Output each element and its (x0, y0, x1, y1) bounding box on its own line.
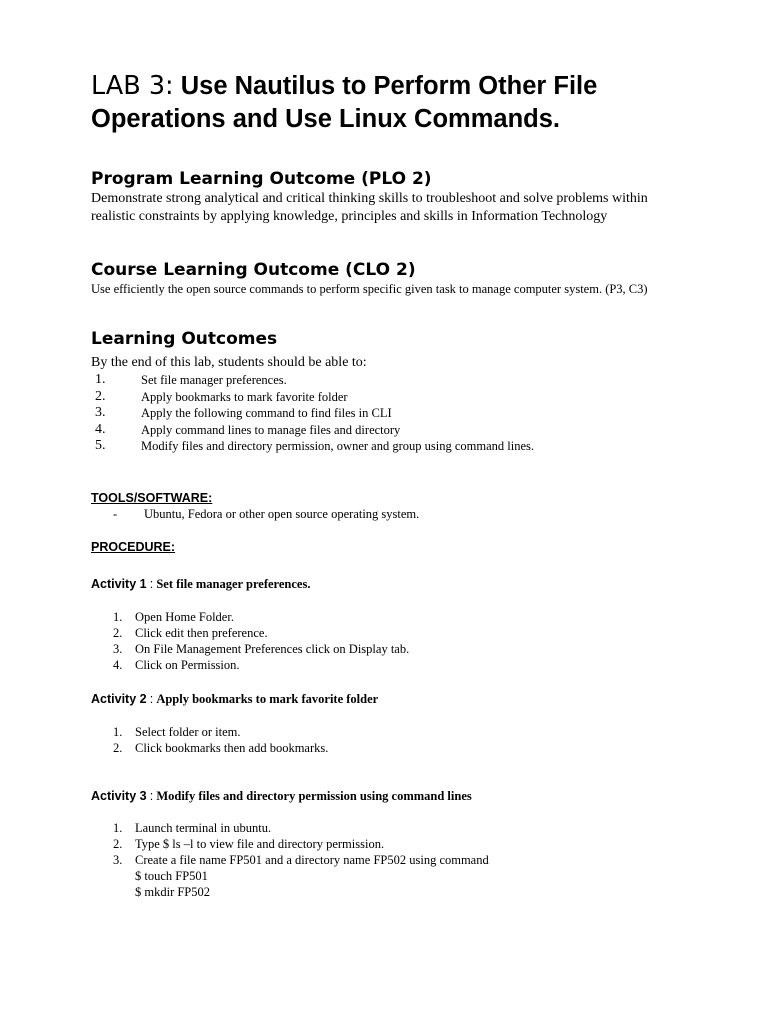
tools-item-text: Ubuntu, Fedora or other open source operating system. (144, 507, 420, 521)
list-item: 3. Apply the following command to find files in CLI (95, 405, 392, 420)
dash-bullet: - (113, 507, 118, 521)
procedure-label: PROCEDURE: (91, 540, 176, 554)
activity-2-steps (113, 724, 328, 756)
tools-label: TOOLS/SOFTWARE: (91, 491, 213, 505)
list-item: 4. Click on Permission. (113, 658, 240, 672)
list-item: 4. Apply command lines to manage files and directory (95, 421, 401, 437)
command-line: $ touch FP501 (135, 869, 208, 883)
activity-1-heading: Activity 1 : Set file manager preferences. (91, 577, 311, 591)
page-title (91, 70, 731, 136)
list-item: 1. Launch terminal in ubuntu. (113, 821, 272, 835)
activity-1-steps (113, 609, 409, 673)
learning-heading: Learning Outcomes (91, 329, 278, 349)
list-item: 5. Modify files and directory permission, owner and group using command lines. (95, 438, 534, 453)
plo-heading: Program Learning Outcome (PLO 2) (91, 169, 432, 189)
clo-heading: Course Learning Outcome (CLO 2) (91, 260, 416, 280)
list-item: 1. Set file manager preferences. (95, 372, 287, 387)
activity-2-heading: Activity 2 : Apply bookmarks to mark favorite folder (91, 692, 379, 706)
list-item: 2. Type $ ls –l to view file and directory permission. (113, 837, 385, 851)
activity-3-steps (113, 820, 489, 900)
title-text: Use Nautilus to Perform Other File Operations and Use Linux Commands. (91, 72, 598, 133)
list-item: 2. Click edit then preference. (113, 626, 268, 640)
list-item: 1. Open Home Folder. (113, 610, 234, 624)
list-item: 2. Click bookmarks then add bookmarks. (113, 741, 329, 755)
activity-3-heading: Activity 3 : Modify files and directory permission using command lines (91, 789, 472, 803)
command-line: $ mkdir FP502 (135, 885, 211, 899)
list-item: 2. Apply bookmarks to mark favorite folder (95, 388, 348, 404)
clo-body: Use efficiently the open source commands to perform specific given task to manage computer system. (P3, C3) (91, 282, 648, 296)
plo-body: Demonstrate strong analytical and critical thinking skills to troubleshoot and solve problems within realistic constraints by applying knowledge, principles and skills in Information Technology (91, 191, 648, 224)
learning-outcomes-list (91, 372, 731, 455)
tools-item (113, 506, 419, 522)
list-item: 3. Create a file name FP501 and a directory name FP502 using command (113, 853, 489, 867)
list-item: 3. On File Management Preferences click on Display tab. (113, 642, 410, 656)
list-item: 1. Select folder or item. (113, 725, 241, 739)
title-lab-label: LAB 3: (91, 71, 174, 101)
learning-intro: By the end of this lab, students should be able to: (91, 355, 367, 370)
